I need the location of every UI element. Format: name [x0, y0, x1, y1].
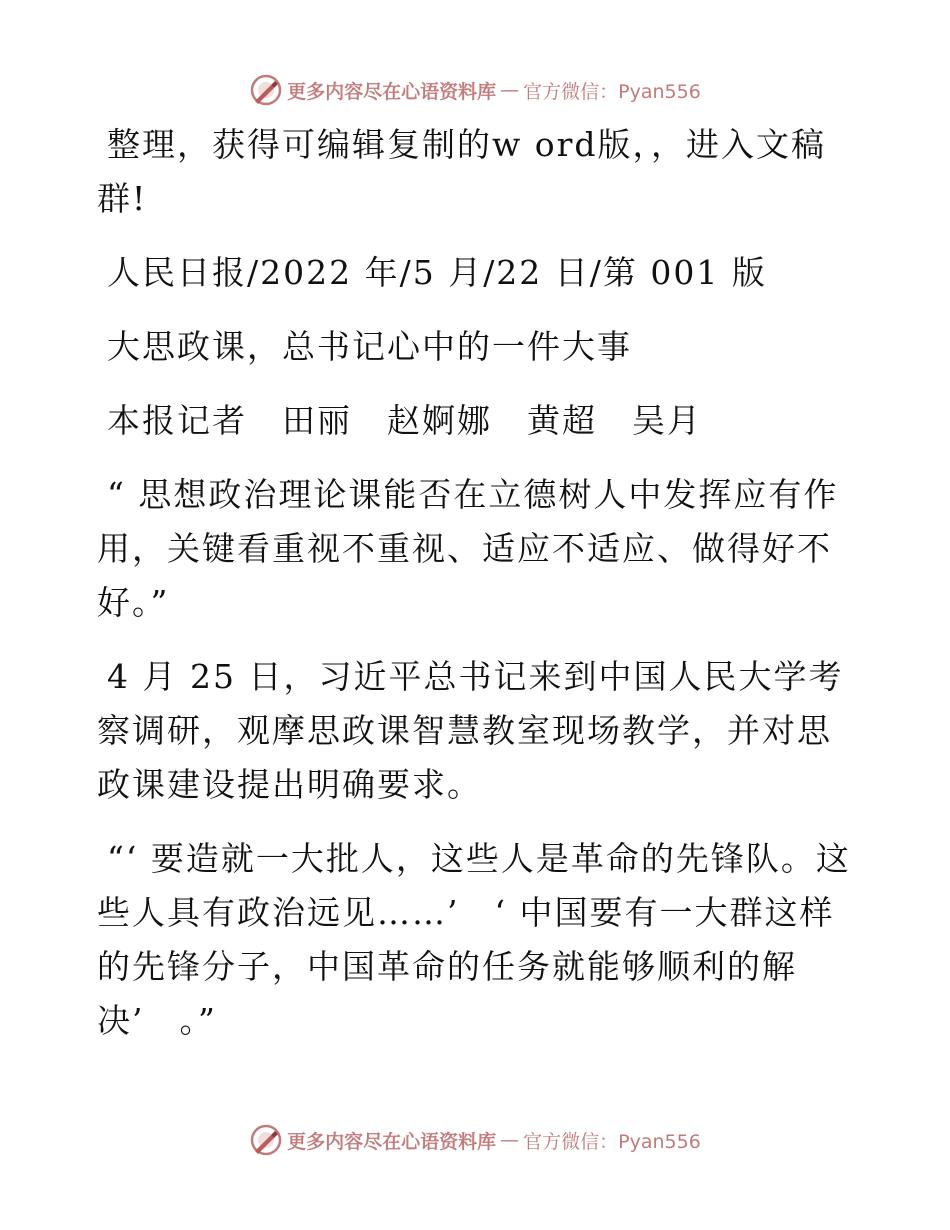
pen-logo-icon [249, 1123, 283, 1157]
intro-paragraph: 整理，获得可编辑复制的w ord版，，进入文稿群! [97, 125, 827, 218]
banner-separator: — [500, 1129, 520, 1151]
body-paragraph: 4 月 25 日，习近平总书记来到中国人民大学考察调研，观摩思政课智慧教室现场教学，并对思政课建设提出明确要求。 [97, 657, 844, 804]
banner-contact: 官方微信：Pyan556 [523, 80, 701, 103]
banner-title: 更多内容尽在心语资料库 [287, 1130, 497, 1153]
quote-paragraph: “ 思想政治理论课能否在立德树人中发挥应有作用，关键看重视不重视、适应不适应、做得好不好。” [97, 475, 839, 622]
article-title: 大思政课，总书记心中的一件大事 [107, 327, 632, 366]
banner-title: 更多内容尽在心语资料库 [287, 80, 497, 103]
byline: 本报记者 田丽 赵婀娜 黄超 吴月 [107, 401, 702, 440]
document-body [97, 118, 857, 1048]
quote-paragraph-2: “‘ 要造就一大批人，这些人是革命的先锋队。这些人具有政治远见……’ ‘ 中国要有一大群这样的先锋分子，中国革命的任务就能够顺利的解决’ 。” [97, 839, 851, 1040]
banner-contact: 官方微信：Pyan556 [523, 1130, 701, 1153]
pen-logo-icon [249, 73, 283, 107]
header-banner [0, 70, 950, 110]
publication-line: 人民日报/2022 年/5 月/22 日/第 001 版 [107, 253, 767, 292]
footer-banner [0, 1120, 950, 1160]
banner-separator: — [500, 79, 520, 101]
